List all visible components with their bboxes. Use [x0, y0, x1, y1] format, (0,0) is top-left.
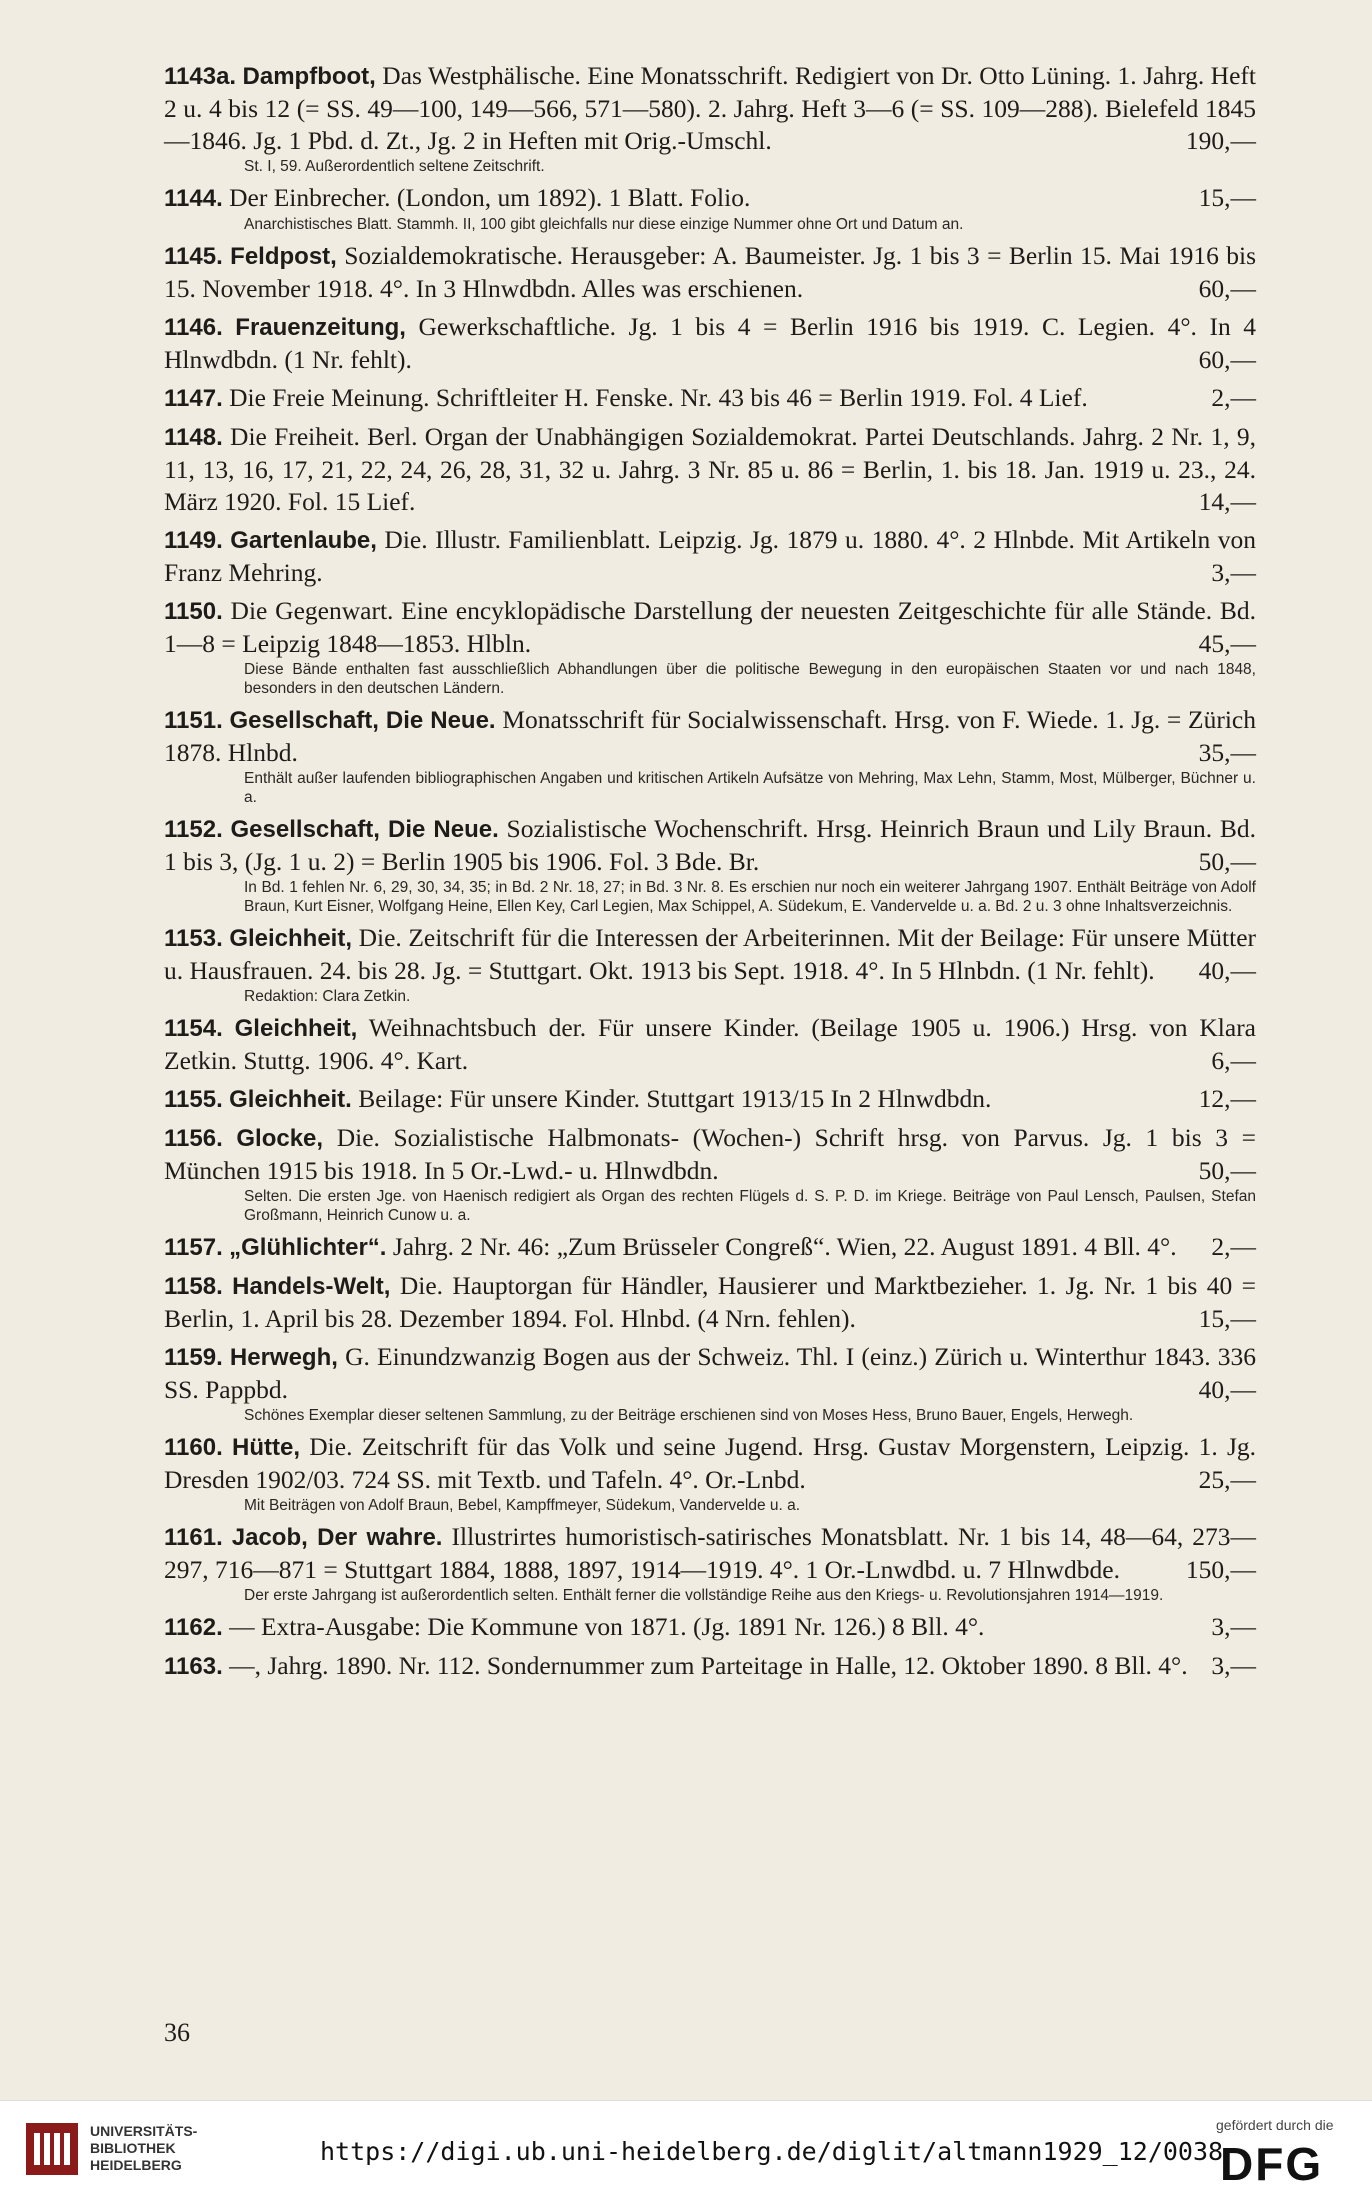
- entry-description: Beilage: Für unsere Kinder. Stuttgart 1913/15 In 2 Hlnwdbdn.: [351, 1084, 992, 1113]
- entry-title: Gleichheit,: [234, 1015, 358, 1042]
- entry-price: 190,—: [1185, 126, 1256, 155]
- library-name-line-3: HEIDELBERG: [90, 2157, 182, 2173]
- entry-number: 1160.: [164, 1434, 223, 1461]
- entry-number: 1150.: [164, 598, 223, 625]
- entry-note: Redaktion: Clara Zetkin.: [244, 988, 411, 1005]
- entry-number: 1144.: [164, 185, 223, 212]
- entry-main-text: [164, 704, 1256, 769]
- catalog-entry: [164, 1521, 1256, 1605]
- entry-note: Diese Bände enthalten fast ausschließlich Abhandlungen über die politische Bewegung in den europäischen Staaten vor und nach 1848, besonders in den deutschen Ländern.: [244, 661, 1256, 697]
- catalog-entry: [164, 922, 1256, 1006]
- entry-description: Gewerkschaftliche. Jg. 1 bis 4 = Berlin 1916 bis 1919. C. Legien. 4°. In 4 Hlnwdbdn. (1 Nr. fehlt).: [164, 312, 1256, 374]
- entry-price: 2,—: [1211, 1232, 1256, 1261]
- entry-description: — Extra-Ausgabe: Die Kommune von 1871. (Jg. 1891 Nr. 126.) 8 Bll. 4°.: [229, 1612, 985, 1641]
- permalink-url[interactable]: https://digi.ub.uni-heidelberg.de/diglit/altmann1929_12/0038: [320, 2137, 1224, 2166]
- entry-main-text: [164, 1650, 1256, 1683]
- entry-number: 1163.: [164, 1653, 223, 1680]
- entry-price: 2,—: [1211, 383, 1256, 412]
- entry-note: St. I, 59. Außerordentlich seltene Zeitschrift.: [244, 158, 545, 175]
- entry-main-text: [164, 524, 1256, 589]
- catalog-entry: [164, 1431, 1256, 1515]
- catalog-entry: [164, 311, 1256, 376]
- entry-number: 1153.: [164, 925, 223, 952]
- catalog-entry: [164, 813, 1256, 916]
- entry-price: 50,—: [1198, 847, 1256, 876]
- entry-main-text: [164, 595, 1256, 660]
- entry-main-text: [164, 922, 1256, 987]
- entry-title: Handels-Welt,: [232, 1273, 391, 1300]
- entry-main-text: [164, 1012, 1256, 1077]
- entry-main-text: [164, 1083, 1256, 1116]
- entry-main-text: [164, 1122, 1256, 1187]
- entry-description: Die. Illustr. Familienblatt. Leipzig. Jg. 1879 u. 1880. 4°. 2 Hlnbde. Mit Artikeln von Franz Mehring.: [164, 525, 1257, 587]
- entry-price: 40,—: [1198, 1375, 1256, 1404]
- entry-main-text: [164, 421, 1256, 518]
- catalog-entry: [164, 704, 1256, 807]
- library-name: [90, 2123, 197, 2174]
- catalog-entry: [164, 182, 1256, 234]
- entry-price: 3,—: [1211, 1612, 1256, 1641]
- entry-title: Glocke,: [236, 1125, 324, 1152]
- entry-title: Gesellschaft, Die Neue.: [229, 707, 496, 734]
- entry-main-text: [164, 813, 1256, 878]
- entry-title: Frauenzeitung,: [235, 314, 406, 341]
- entry-note: In Bd. 1 fehlen Nr. 6, 29, 30, 34, 35; in Bd. 2 Nr. 18, 27; in Bd. 3 Nr. 8. Es erschien nur noch ein weiterer Jahrgang 1907. Enthält Beiträge von Adolf Braun, Kurt Eisner, Wolfgang Heine, Ellen Key, Carl Legien, Max Schippel, A. Südekum, E. Vandervelde u. a. Bd. 2 u. 3 ohne Inhaltsverzeichnis.: [244, 879, 1256, 915]
- catalog-entry: [164, 1122, 1256, 1225]
- entry-description: Monatsschrift für Socialwissenschaft. Hrsg. von F. Wiede. 1. Jg. = Zürich 1878. Hlnbd.: [164, 705, 1256, 767]
- entry-main-text: [164, 1231, 1256, 1264]
- entry-price: 45,—: [1198, 629, 1256, 658]
- entry-description: G. Einundzwanzig Bogen aus der Schweiz. Thl. I (einz.) Zürich u. Winterthur 1843. 336 SS. Pappbd.: [164, 1342, 1257, 1404]
- entry-number: 1145.: [164, 243, 223, 270]
- catalog-entry: [164, 240, 1256, 305]
- entry-main-text: [164, 1341, 1256, 1406]
- entry-main-text: [164, 1270, 1256, 1335]
- entry-description: Das Westphälische. Eine Monatsschrift. Redigiert von Dr. Otto Lüning. 1. Jahrg. Heft 2 u. 4 bis 12 (= SS. 49—100, 149—566, 571—580). 2. Jahrg. Heft 3—6 (= SS. 109—288). Bielefeld 1845—1846. Jg. 1 Pbd. d. Zt., Jg. 2 in Heften mit Orig.-Umschl.: [164, 61, 1256, 155]
- catalog-entry: [164, 595, 1256, 698]
- entry-price: 3,—: [1211, 1651, 1256, 1680]
- entry-price: 40,—: [1198, 956, 1256, 985]
- catalog-entry: [164, 1270, 1256, 1335]
- entry-price: 150,—: [1185, 1555, 1256, 1584]
- entry-title: Gleichheit,: [229, 925, 353, 952]
- entry-number: 1162.: [164, 1614, 223, 1641]
- entry-main-text: [164, 240, 1256, 305]
- entry-description: Die Freie Meinung. Schriftleiter H. Fenske. Nr. 43 bis 46 = Berlin 1919. Fol. 4 Lief.: [229, 383, 1088, 412]
- entry-title: „Glühlichter“.: [229, 1234, 387, 1261]
- entry-title: Gleichheit.: [229, 1086, 352, 1113]
- library-name-line-2: BIBLIOTHEK: [90, 2140, 176, 2156]
- catalog-entries: [164, 60, 1256, 1689]
- funded-by-label: gefördert durch die: [1216, 2117, 1334, 2133]
- entry-price: 14,—: [1198, 487, 1256, 516]
- entry-price: 12,—: [1198, 1084, 1256, 1113]
- viewer-footer: [0, 2100, 1372, 2207]
- entry-price: 6,—: [1211, 1046, 1256, 1075]
- dfg-logo: DFG: [1220, 2138, 1324, 2190]
- entry-title: Herwegh,: [229, 1344, 338, 1371]
- catalog-entry: [164, 1341, 1256, 1425]
- catalog-entry: [164, 1012, 1256, 1077]
- entry-price: 50,—: [1198, 1156, 1256, 1185]
- catalog-entry: [164, 524, 1256, 589]
- entry-number: 1147.: [164, 385, 223, 412]
- entry-number: 1146.: [164, 314, 223, 341]
- entry-main-text: [164, 1431, 1256, 1496]
- entry-price: 3,—: [1211, 558, 1256, 587]
- entry-price: 35,—: [1198, 738, 1256, 767]
- entry-number: 1158.: [164, 1273, 223, 1300]
- entry-description: Jahrg. 2 Nr. 46: „Zum Brüsseler Congreß“. Wien, 22. August 1891. 4 Bll. 4°.: [386, 1232, 1177, 1261]
- entry-title: Dampfboot,: [242, 63, 376, 90]
- entry-title: Gesellschaft, Die Neue.: [230, 816, 499, 843]
- catalog-entry: [164, 421, 1256, 518]
- entry-number: 1151.: [164, 707, 223, 734]
- entry-description: Die Freiheit. Berl. Organ der Unabhängigen Sozialdemokrat. Partei Deutschlands. Jahrg. 2 Nr. 1, 9, 11, 13, 16, 17, 21, 22, 24, 26, 28, 31, 32 u. Jahrg. 3 Nr. 85 u. 86 = Berlin, 1. bis 18. Jan. 1919 u. 23., 24. März 1920. Fol. 15 Lief.: [164, 422, 1256, 516]
- entry-main-text: [164, 382, 1256, 415]
- catalog-entry: [164, 1083, 1256, 1116]
- entry-number: 1154.: [164, 1015, 223, 1042]
- entry-number: 1161.: [164, 1524, 223, 1551]
- catalog-entry: [164, 1611, 1256, 1644]
- library-name-line-1: UNIVERSITÄTS-: [90, 2123, 198, 2139]
- entry-number: 1148.: [164, 424, 223, 451]
- catalog-entry: [164, 1650, 1256, 1683]
- entry-main-text: [164, 60, 1256, 157]
- catalog-entry: [164, 60, 1256, 176]
- entry-number: 1156.: [164, 1125, 223, 1152]
- entry-number: 1159.: [164, 1344, 223, 1371]
- entry-number: 1143a.: [164, 63, 237, 90]
- entry-price: 15,—: [1198, 1304, 1256, 1333]
- entry-title: Hütte,: [232, 1434, 300, 1461]
- entry-number: 1157.: [164, 1234, 223, 1261]
- entry-note: Anarchistisches Blatt. Stammh. II, 100 gibt gleichfalls nur diese einzige Nummer ohne Ort und Datum an.: [244, 216, 964, 233]
- entry-main-text: [164, 311, 1256, 376]
- entry-note: Selten. Die ersten Jge. von Haenisch redigiert als Organ des rechten Flügels d. S. P. D. im Kriege. Beiträge von Paul Lensch, Paulsen, Stefan Großmann, Heinrich Cunow u. a.: [244, 1188, 1256, 1224]
- entry-price: 25,—: [1198, 1465, 1256, 1494]
- entry-note: Enthält außer laufenden bibliographischen Angaben und kritischen Artikeln Aufsätze von Mehring, Max Lehn, Stamm, Most, Mülberger, Büchner u. a.: [244, 770, 1256, 806]
- entry-note: Der erste Jahrgang ist außerordentlich selten. Enthält ferner die vollständige Reihe aus den Kriegs- u. Revolutionsjahren 1914—1919.: [244, 1587, 1164, 1604]
- entry-description: Die. Hauptorgan für Händler, Hausierer und Marktbezieher. 1. Jg. Nr. 1 bis 40 = Berlin, 1. April bis 28. Dezember 1894. Fol. Hlnbd. (4 Nrn. fehlen).: [164, 1271, 1256, 1333]
- entry-description: Sozialdemokratische. Herausgeber: A. Baumeister. Jg. 1 bis 3 = Berlin 15. Mai 1916 bis 15. November 1918. 4°. In 3 Hlnwdbdn. Alles was erschienen.: [164, 241, 1256, 303]
- entry-description: Illustrirtes humoristisch-satirisches Monatsblatt. Nr. 1 bis 14, 48—64, 273—297, 716—871 = Stuttgart 1884, 1888, 1897, 1914—1919. 4°. 1 Or.-Lnwdbd. u. 7 Hlnwdbde.: [164, 1522, 1257, 1584]
- catalog-entry: [164, 382, 1256, 415]
- catalog-entry: [164, 1231, 1256, 1264]
- entry-main-text: [164, 1521, 1256, 1586]
- entry-price: 60,—: [1198, 345, 1256, 374]
- entry-description: Die. Sozialistische Halbmonats- (Wochen-) Schrift hrsg. von Parvus. Jg. 1 bis 3 = München 1915 bis 1918. In 5 Or.-Lwd.- u. Hlnwdbdn.: [164, 1123, 1257, 1185]
- entry-main-text: [164, 1611, 1256, 1644]
- entry-description: Sozialistische Wochenschrift. Hrsg. Heinrich Braun und Lily Braun. Bd. 1 bis 3, (Jg. 1 u. 2) = Berlin 1905 bis 1906. Fol. 3 Bde. Br.: [164, 814, 1256, 876]
- entry-description: Die. Zeitschrift für die Interessen der Arbeiterinnen. Mit der Beilage: Für unsere Mütter u. Hausfrauen. 24. bis 28. Jg. = Stuttgart. Okt. 1913 bis Sept. 1918. 4°. In 5 Hlnbdn. (1 Nr. fehlt).: [164, 923, 1256, 985]
- entry-description: Die. Zeitschrift für das Volk und seine Jugend. Hrsg. Gustav Morgenstern, Leipzig. 1. Jg. Dresden 1902/03. 724 SS. mit Textb. und Tafeln. 4°. Or.-Lnbd.: [164, 1432, 1257, 1494]
- entry-title: Feldpost,: [230, 243, 337, 270]
- entry-description: Die Gegenwart. Eine encyklopädische Darstellung der neuesten Zeitgeschichte für alle Stände. Bd. 1—8 = Leipzig 1848—1853. Hlbln.: [164, 596, 1257, 658]
- entry-main-text: [164, 182, 1256, 215]
- entry-title: Gartenlaube,: [230, 527, 377, 554]
- university-library-logo-icon: [22, 2119, 82, 2179]
- entry-number: 1155.: [164, 1086, 223, 1113]
- entry-number: 1152.: [164, 816, 223, 843]
- entry-note: Mit Beiträgen von Adolf Braun, Bebel, Kampffmeyer, Südekum, Vandervelde u. a.: [244, 1497, 801, 1514]
- entry-description: Der Einbrecher. (London, um 1892). 1 Blatt. Folio.: [229, 183, 751, 212]
- page-number: 36: [164, 2018, 190, 2047]
- entry-description: Weihnachtsbuch der. Für unsere Kinder. (Beilage 1905 u. 1906.) Hrsg. von Klara Zetkin. Stuttg. 1906. 4°. Kart.: [164, 1013, 1256, 1075]
- entry-note: Schönes Exemplar dieser seltenen Sammlung, zu der Beiträge erschienen sind von Moses Hess, Bruno Bauer, Engels, Herwegh.: [244, 1407, 1134, 1424]
- entry-number: 1149.: [164, 527, 223, 554]
- entry-description: —, Jahrg. 1890. Nr. 112. Sondernummer zum Parteitage in Halle, 12. Oktober 1890. 8 Bll. 4°.: [229, 1651, 1188, 1680]
- entry-price: 15,—: [1198, 183, 1256, 212]
- entry-price: 60,—: [1198, 274, 1256, 303]
- entry-title: Jacob, Der wahre.: [231, 1524, 443, 1551]
